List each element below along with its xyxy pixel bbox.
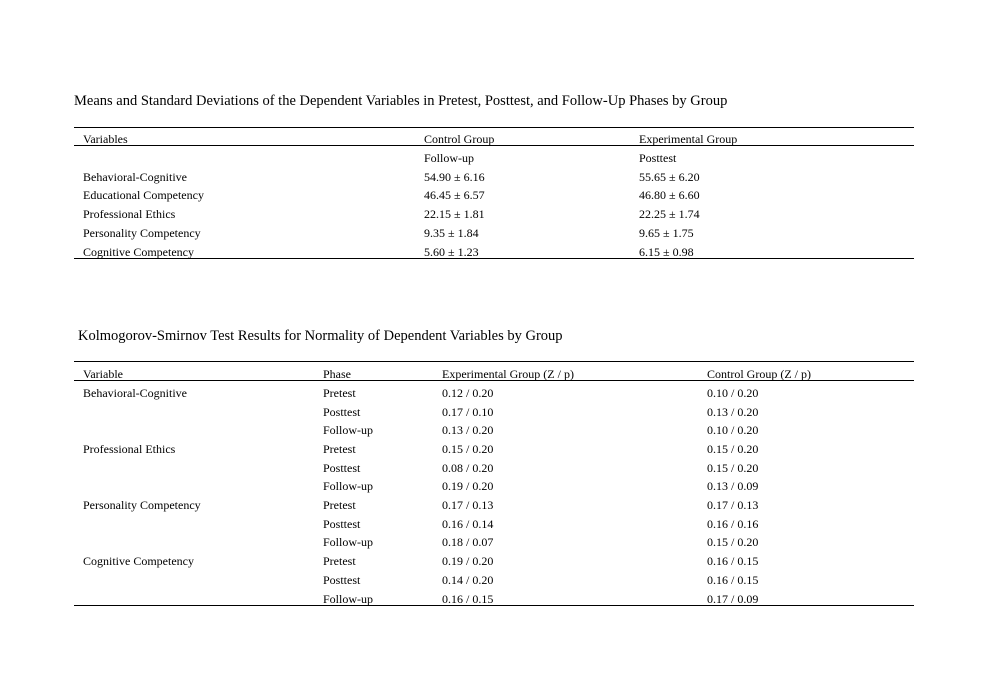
table2-control-cell: 0.16 / 0.15 — [707, 573, 759, 587]
table2-control-cell: 0.17 / 0.09 — [707, 592, 759, 606]
table2-control-cell: 0.15 / 0.20 — [707, 442, 759, 456]
table1-experimental-cell: 46.80 ± 6.60 — [639, 188, 700, 202]
table2-header-variable: Variable — [83, 367, 123, 381]
table2-header-control-group: Control Group (Z / p) — [707, 367, 811, 381]
table1-variable-cell: Educational Competency — [83, 188, 204, 202]
table2-experimental-cell: 0.16 / 0.14 — [442, 517, 494, 531]
table2-control-cell: 0.16 / 0.15 — [707, 554, 759, 568]
table1-caption: Means and Standard Deviations of the Dependent Variables in Pretest, Posttest, and Follow-Up Phases by Group — [74, 93, 728, 109]
table1-control-cell: 54.90 ± 6.16 — [424, 170, 485, 184]
table2-phase-cell: Follow-up — [323, 423, 374, 437]
table1-bottom-rule — [74, 258, 914, 259]
table1-experimental-cell: 6.15 ± 0.98 — [639, 245, 694, 259]
table2-control-cell: 0.10 / 0.20 — [707, 423, 759, 437]
table2-control-cell: 0.17 / 0.13 — [707, 498, 759, 512]
table2-experimental-cell: 0.13 / 0.20 — [442, 423, 494, 437]
table2-header-experimental-group: Experimental Group (Z / p) — [442, 367, 574, 381]
table1-control-cell: 46.45 ± 6.57 — [424, 188, 485, 202]
table1-variable-cell: Personality Competency — [83, 226, 201, 240]
table1-control-cell: 5.60 ± 1.23 — [424, 245, 479, 259]
table1-experimental-cell: 22.25 ± 1.74 — [639, 207, 700, 221]
table2-phase-cell: Pretest — [323, 498, 356, 512]
table1-header-experimental-group: Experimental Group — [639, 132, 738, 146]
table1-control-cell: 9.35 ± 1.84 — [424, 226, 479, 240]
table2-control-cell: 0.15 / 0.20 — [707, 461, 759, 475]
table2-phase-cell: Posttest — [323, 517, 361, 531]
table2-experimental-cell: 0.19 / 0.20 — [442, 554, 494, 568]
table1-variable-cell: Cognitive Competency — [83, 245, 194, 259]
table2-phase-cell: Follow-up — [323, 479, 374, 493]
table2-experimental-cell: 0.16 / 0.15 — [442, 592, 494, 606]
table2-phase-cell: Posttest — [323, 405, 361, 419]
table1-subheader-control-phase: Follow-up — [424, 151, 475, 165]
table1-experimental-cell: 9.65 ± 1.75 — [639, 226, 694, 240]
table2-phase-cell: Posttest — [323, 461, 361, 475]
table2-phase-cell: Follow-up — [323, 535, 374, 549]
table2-variable-cell: Cognitive Competency — [83, 554, 194, 568]
table2-experimental-cell: 0.18 / 0.07 — [442, 535, 494, 549]
table2-phase-cell: Follow-up — [323, 592, 374, 606]
table2-caption: Kolmogorov-Smirnov Test Results for Normality of Dependent Variables by Group — [78, 328, 563, 344]
table2-variable-cell: Personality Competency — [83, 498, 201, 512]
table2-control-cell: 0.13 / 0.09 — [707, 479, 759, 493]
table2-variable-cell: Behavioral-Cognitive — [83, 386, 187, 400]
table2-phase-cell: Pretest — [323, 442, 356, 456]
table2-control-cell: 0.15 / 0.20 — [707, 535, 759, 549]
table2-experimental-cell: 0.17 / 0.13 — [442, 498, 494, 512]
table2-phase-cell: Pretest — [323, 386, 356, 400]
table2-bottom-rule — [74, 605, 914, 606]
table2-experimental-cell: 0.15 / 0.20 — [442, 442, 494, 456]
table1-variable-cell: Professional Ethics — [83, 207, 176, 221]
table2-control-cell: 0.10 / 0.20 — [707, 386, 759, 400]
table2-experimental-cell: 0.19 / 0.20 — [442, 479, 494, 493]
table2-experimental-cell: 0.14 / 0.20 — [442, 573, 494, 587]
table2-header-phase: Phase — [323, 367, 351, 381]
table2-variable-cell: Professional Ethics — [83, 442, 176, 456]
table2-experimental-cell: 0.08 / 0.20 — [442, 461, 494, 475]
table1-top-rule — [74, 127, 914, 128]
table2-top-rule — [74, 361, 914, 362]
table1-experimental-cell: 55.65 ± 6.20 — [639, 170, 700, 184]
table1-variable-cell: Behavioral-Cognitive — [83, 170, 187, 184]
table1-header-rule — [74, 145, 914, 146]
table2-phase-cell: Posttest — [323, 573, 361, 587]
table1-header-variables: Variables — [83, 132, 128, 146]
table2-experimental-cell: 0.17 / 0.10 — [442, 405, 494, 419]
table1-subheader-experimental-phase: Posttest — [639, 151, 677, 165]
table2-phase-cell: Pretest — [323, 554, 356, 568]
table1-header-control-group: Control Group — [424, 132, 495, 146]
table1-control-cell: 22.15 ± 1.81 — [424, 207, 485, 221]
table2-header-rule — [74, 380, 914, 381]
table2-experimental-cell: 0.12 / 0.20 — [442, 386, 494, 400]
table2-control-cell: 0.13 / 0.20 — [707, 405, 759, 419]
table2-control-cell: 0.16 / 0.16 — [707, 517, 759, 531]
